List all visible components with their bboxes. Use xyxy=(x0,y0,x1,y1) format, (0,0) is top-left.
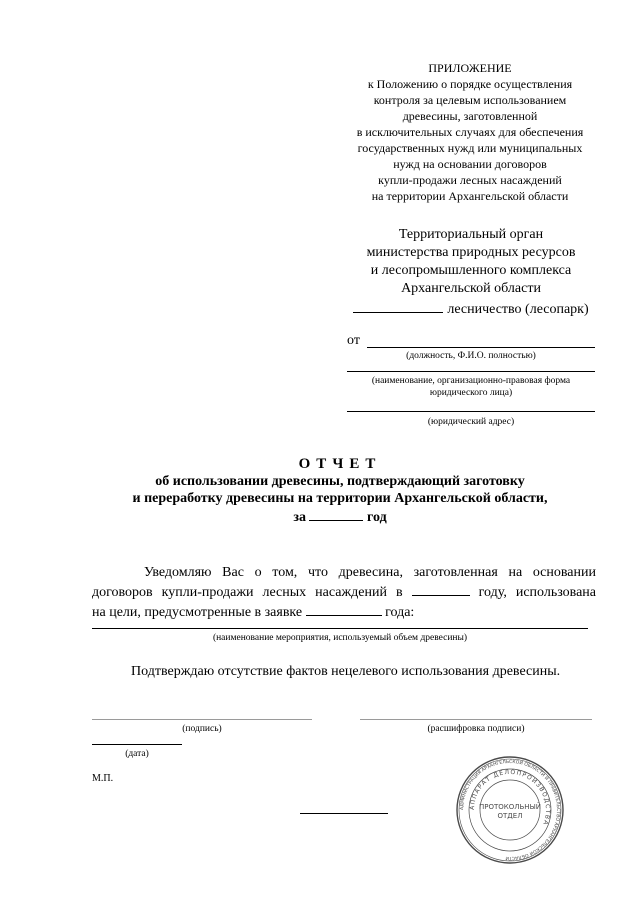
report-title-main: ОТЧЕТ xyxy=(298,456,382,472)
seal-ring-text: АДМИНИСТРАЦИЯ АРХАНГЕЛЬСКОЙ ОБЛАСТИ И ПРАВИТЕЛЬСТВО АРХАНГЕЛЬСКОЙ ОБЛАСТИ xyxy=(459,759,561,861)
activity-caption: (наименование мероприятия, используемый объем древесины) xyxy=(212,633,468,643)
notification-line-3 xyxy=(92,602,596,622)
address-caption: (юридический адрес) xyxy=(427,417,515,427)
for-label: за xyxy=(293,510,306,525)
appendix-line: купли-продажи лесных насаждений xyxy=(378,173,562,187)
confirmation-text: Подтверждаю отсутствие фактов нецелевого использования древесины. xyxy=(131,664,561,679)
activity-field[interactable] xyxy=(92,628,588,629)
org-caption-1: (наименование, организационно-правовая форма xyxy=(371,376,571,386)
forestry-label: лесничество (лесопарк) xyxy=(447,302,589,317)
application-date-field[interactable] xyxy=(306,602,382,616)
appendix-title: ПРИЛОЖЕНИЕ xyxy=(428,61,512,75)
report-year-field[interactable] xyxy=(309,507,363,521)
seal-inner-ring-text: АППАРАТ ДЕЛОПРОИЗВОДСТВА xyxy=(468,768,552,827)
from-label: от xyxy=(347,333,360,348)
report-title xyxy=(100,456,580,526)
appendix-line: древесины, заготовленной xyxy=(402,109,538,123)
signature-field[interactable] xyxy=(92,719,312,720)
seal-center-line-1: ПРОТОКОЛЬНЫЙ xyxy=(478,803,542,811)
sender-position-field[interactable] xyxy=(367,347,595,348)
appendix-line: контроля за целевым использованием xyxy=(373,93,567,107)
report-period-line xyxy=(100,507,580,526)
purpose-text: на цели, предусмотренные в заявке xyxy=(92,605,303,620)
appendix-line: на территории Архангельской области xyxy=(371,189,569,203)
used-text: году, использована xyxy=(478,585,597,600)
year-label: год xyxy=(366,510,387,525)
notification-line-2 xyxy=(92,582,596,602)
decoding-caption: (расшифровка подписи) xyxy=(427,724,525,734)
stamp-place-label: М.П. xyxy=(92,773,114,784)
recipient-block xyxy=(340,226,602,319)
forestry-name-field[interactable] xyxy=(353,298,443,313)
recipient-line: министерства природных ресурсов xyxy=(366,245,576,260)
report-title-line: и переработку древесины на территории Архангельской области, xyxy=(132,491,548,506)
contract-year-field[interactable] xyxy=(412,582,470,596)
bottom-line xyxy=(300,813,388,814)
notification-line-1: Уведомляю Вас о том, что древесина, заготовленная на основании xyxy=(144,565,596,580)
signature-caption: (подпись) xyxy=(182,724,222,734)
appendix-line: государственных нужд или муниципальных xyxy=(357,141,583,155)
recipient-line: и лесопромышленного комплекса xyxy=(370,263,572,278)
appendix-line: нужд на основании договоров xyxy=(393,157,547,171)
sender-org-field[interactable] xyxy=(347,371,595,372)
sender-from-row xyxy=(347,333,595,349)
forestry-line xyxy=(340,298,602,319)
official-seal xyxy=(455,755,565,865)
year-suffix-text: года: xyxy=(385,605,415,620)
org-caption-2: юридического лица) xyxy=(429,388,513,398)
contract-text: договоров купли-продажи лесных насаждений в xyxy=(92,585,403,600)
appendix-line: в исключительных случаях для обеспечения xyxy=(356,125,584,139)
appendix-line: к Положению о порядке осуществления xyxy=(367,77,573,91)
notification-paragraph xyxy=(92,563,596,622)
seal-center-line-2: ОТДЕЛ xyxy=(497,812,523,820)
recipient-line: Архангельской области xyxy=(401,281,541,296)
appendix-header xyxy=(340,60,600,204)
date-caption: (дата) xyxy=(125,749,149,759)
position-caption: (должность, Ф.И.О. полностью) xyxy=(406,351,536,361)
report-title-line: об использовании древесины, подтверждающий заготовку xyxy=(155,474,525,489)
recipient-line: Территориальный орган xyxy=(398,227,544,242)
sender-address-field[interactable] xyxy=(347,411,595,412)
signature-decoding-field[interactable] xyxy=(360,719,592,720)
date-field[interactable] xyxy=(92,744,182,745)
